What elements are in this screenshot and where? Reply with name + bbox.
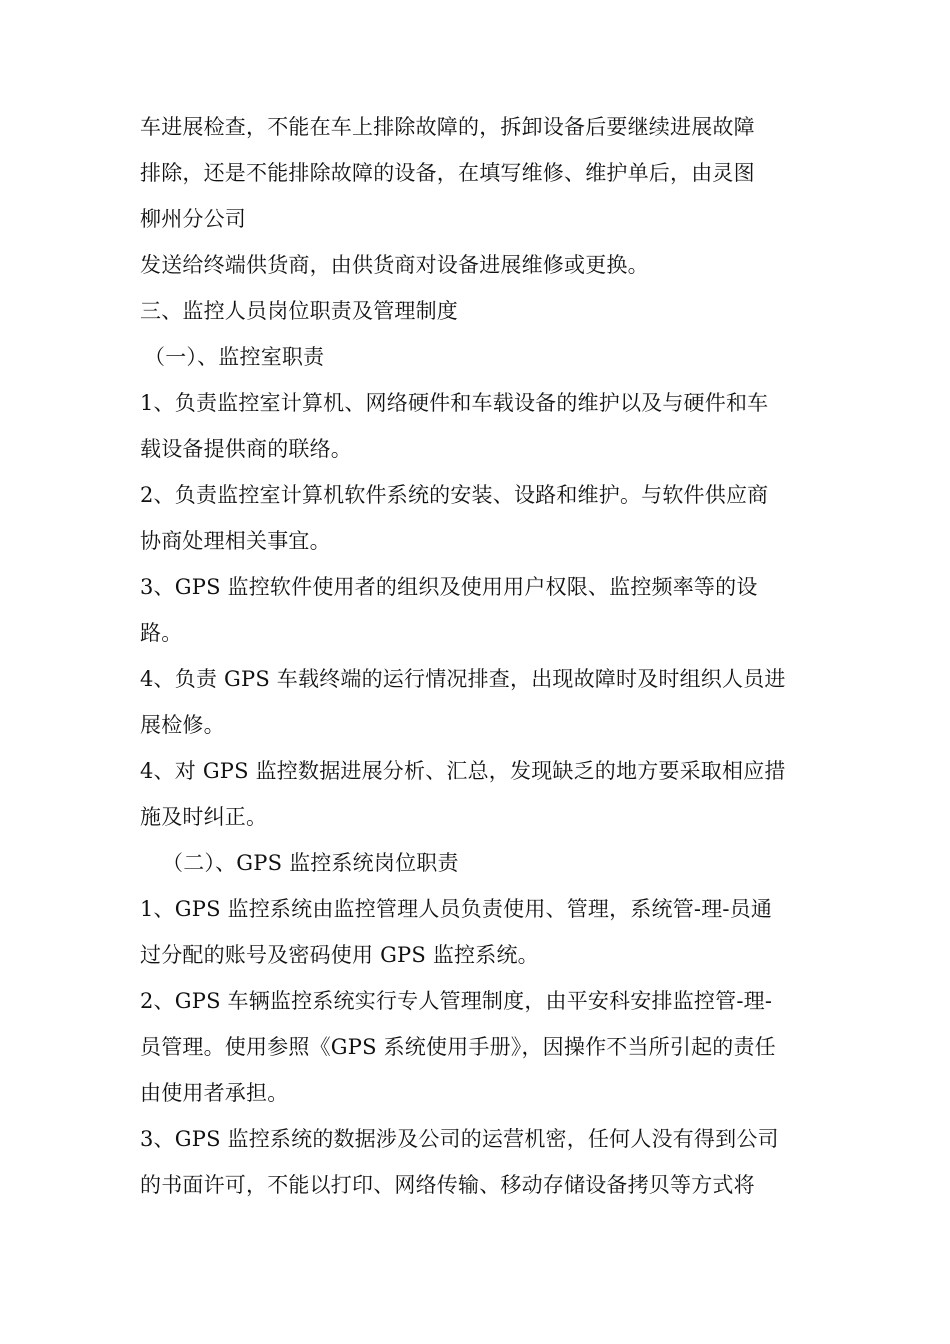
text-line-9: 2、负责监控室计算机软件系统的安装、设路和维护。与软件供应商	[140, 483, 769, 507]
text-line-8: 载设备提供商的联络。	[140, 437, 352, 461]
text-line-16: 施及时纠正。	[140, 805, 268, 829]
text-line-3: 柳州分公司	[140, 207, 246, 231]
text-line-18: 1、GPS 监控系统由监控管理人员负责使用、管理，系统管-理-员通	[140, 897, 773, 921]
section-heading-3: 三、监控人员岗位职责及管理制度	[140, 299, 458, 323]
text-line-2: 排除，还是不能排除故障的设备，在填写维修、维护单后，由灵图	[140, 161, 755, 185]
text-line-15: 4、对 GPS 监控数据进展分析、汇总，发现缺乏的地方要采取相应措	[140, 759, 786, 783]
text-line-4: 发送给终端供货商，由供货商对设备进展维修或更换。	[140, 253, 649, 277]
text-line-1: 车进展检查，不能在车上排除故障的，拆卸设备后要继续进展故障	[140, 115, 755, 139]
text-line-22: 由使用者承担。	[140, 1081, 289, 1105]
text-line-24: 的书面许可，不能以打印、网络传输、移动存储设备拷贝等方式将	[140, 1173, 755, 1197]
text-line-13: 4、负责 GPS 车载终端的运行情况排查，出现故障时及时组织人员进	[140, 667, 786, 691]
text-line-7: 1、负责监控室计算机、网络硬件和车载设备的维护以及与硬件和车	[140, 391, 769, 415]
text-line-10: 协商处理相关事宜。	[140, 529, 331, 553]
text-line-19: 过分配的账号及密码使用 GPS 监控系统。	[140, 943, 539, 967]
text-line-11: 3、GPS 监控软件使用者的组织及使用用户权限、监控频率等的设	[140, 575, 758, 599]
subsection-heading-2: （二）、GPS 监控系统岗位职责	[162, 851, 459, 875]
subsection-heading-1: （一）、监控室职责	[144, 345, 325, 369]
text-line-21: 员管理。使用参照《GPS 系统使用手册》，因操作不当所引起的责任	[140, 1035, 776, 1059]
text-line-23: 3、GPS 监控系统的数据涉及公司的运营机密，任何人没有得到公司	[140, 1127, 779, 1151]
document-body	[140, 104, 820, 1208]
text-line-20: 2、GPS 车辆监控系统实行专人管理制度，由平安科安排监控管-理-	[140, 989, 773, 1013]
text-line-12: 路。	[140, 621, 183, 645]
text-line-14: 展检修。	[140, 713, 225, 737]
